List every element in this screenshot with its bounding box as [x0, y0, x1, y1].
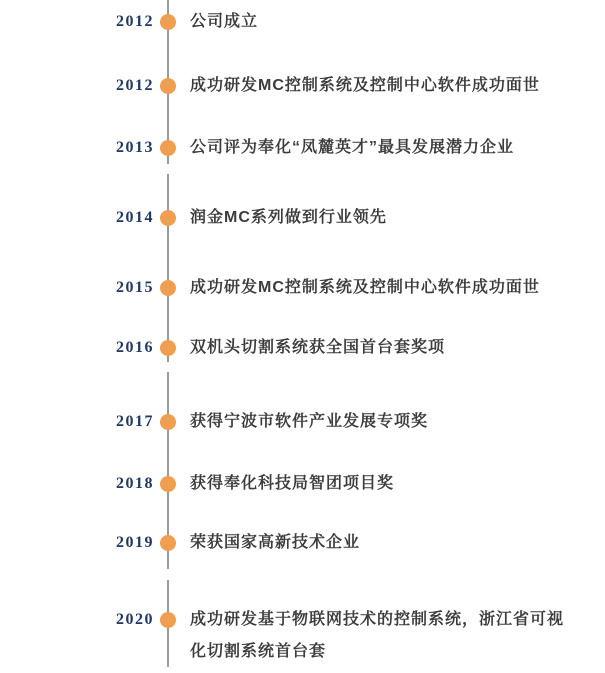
- timeline-dot: [160, 340, 176, 356]
- timeline-year: 2016: [116, 339, 154, 356]
- timeline-dot: [160, 612, 176, 628]
- timeline-year: 2018: [116, 475, 154, 492]
- timeline-year: 2013: [116, 139, 154, 156]
- timeline-dot: [160, 476, 176, 492]
- timeline-dot: [160, 414, 176, 430]
- timeline-dot: [160, 78, 176, 94]
- timeline-event-text: 获得奉化科技局智团项目奖: [190, 475, 395, 492]
- timeline-entry-2012-mc-system: [0, 70, 605, 102]
- timeline-entry-2013-award: [0, 132, 605, 164]
- timeline-event-text: 双机头切割系统获全国首台套奖项: [190, 339, 446, 356]
- timeline-year: 2015: [116, 279, 154, 296]
- timeline-dot: [160, 280, 176, 296]
- timeline-dot: [160, 210, 176, 226]
- timeline-event-text: 获得宁波市软件产业发展专项奖: [190, 413, 429, 430]
- timeline-dot: [160, 14, 176, 30]
- timeline-entry-2012-founding: [0, 6, 605, 38]
- timeline-year: 2020: [116, 611, 154, 628]
- timeline-event-text: 成功研发MC控制系统及控制中心软件成功面世: [190, 77, 540, 94]
- timeline-entry-2016-cutting-system: [0, 332, 605, 364]
- timeline-dot: [160, 140, 176, 156]
- timeline-event-text: 润金MC系列做到行业领先: [190, 209, 387, 226]
- timeline-year: 2012: [116, 13, 154, 30]
- timeline-year: 2017: [116, 413, 154, 430]
- timeline-event-text: 公司评为奉化“凤麓英才”最具发展潜力企业: [190, 139, 515, 156]
- timeline-year: 2014: [116, 209, 154, 226]
- timeline-event-text: 成功研发MC控制系统及控制中心软件成功面世: [190, 279, 540, 296]
- timeline-entry-2017-software-award: [0, 406, 605, 438]
- timeline-entry-2019-hightech-enterprise: [0, 527, 605, 559]
- timeline-event-text: 公司成立: [190, 13, 259, 30]
- timeline-entry-2014-industry-leader: [0, 202, 605, 234]
- timeline-dot: [160, 535, 176, 551]
- timeline-event-text: 成功研发基于物联网技术的控制系统，浙江省可视化切割系统首台套: [190, 611, 565, 660]
- timeline-year: 2019: [116, 534, 154, 551]
- timeline-entry-2020-iot-system: [0, 604, 605, 668]
- timeline-event-text: 荣获国家高新技术企业: [190, 534, 361, 551]
- timeline-entry-2015-mc-system: [0, 272, 605, 304]
- timeline-year: 2012: [116, 77, 154, 94]
- timeline-entry-2018-project-award: [0, 468, 605, 500]
